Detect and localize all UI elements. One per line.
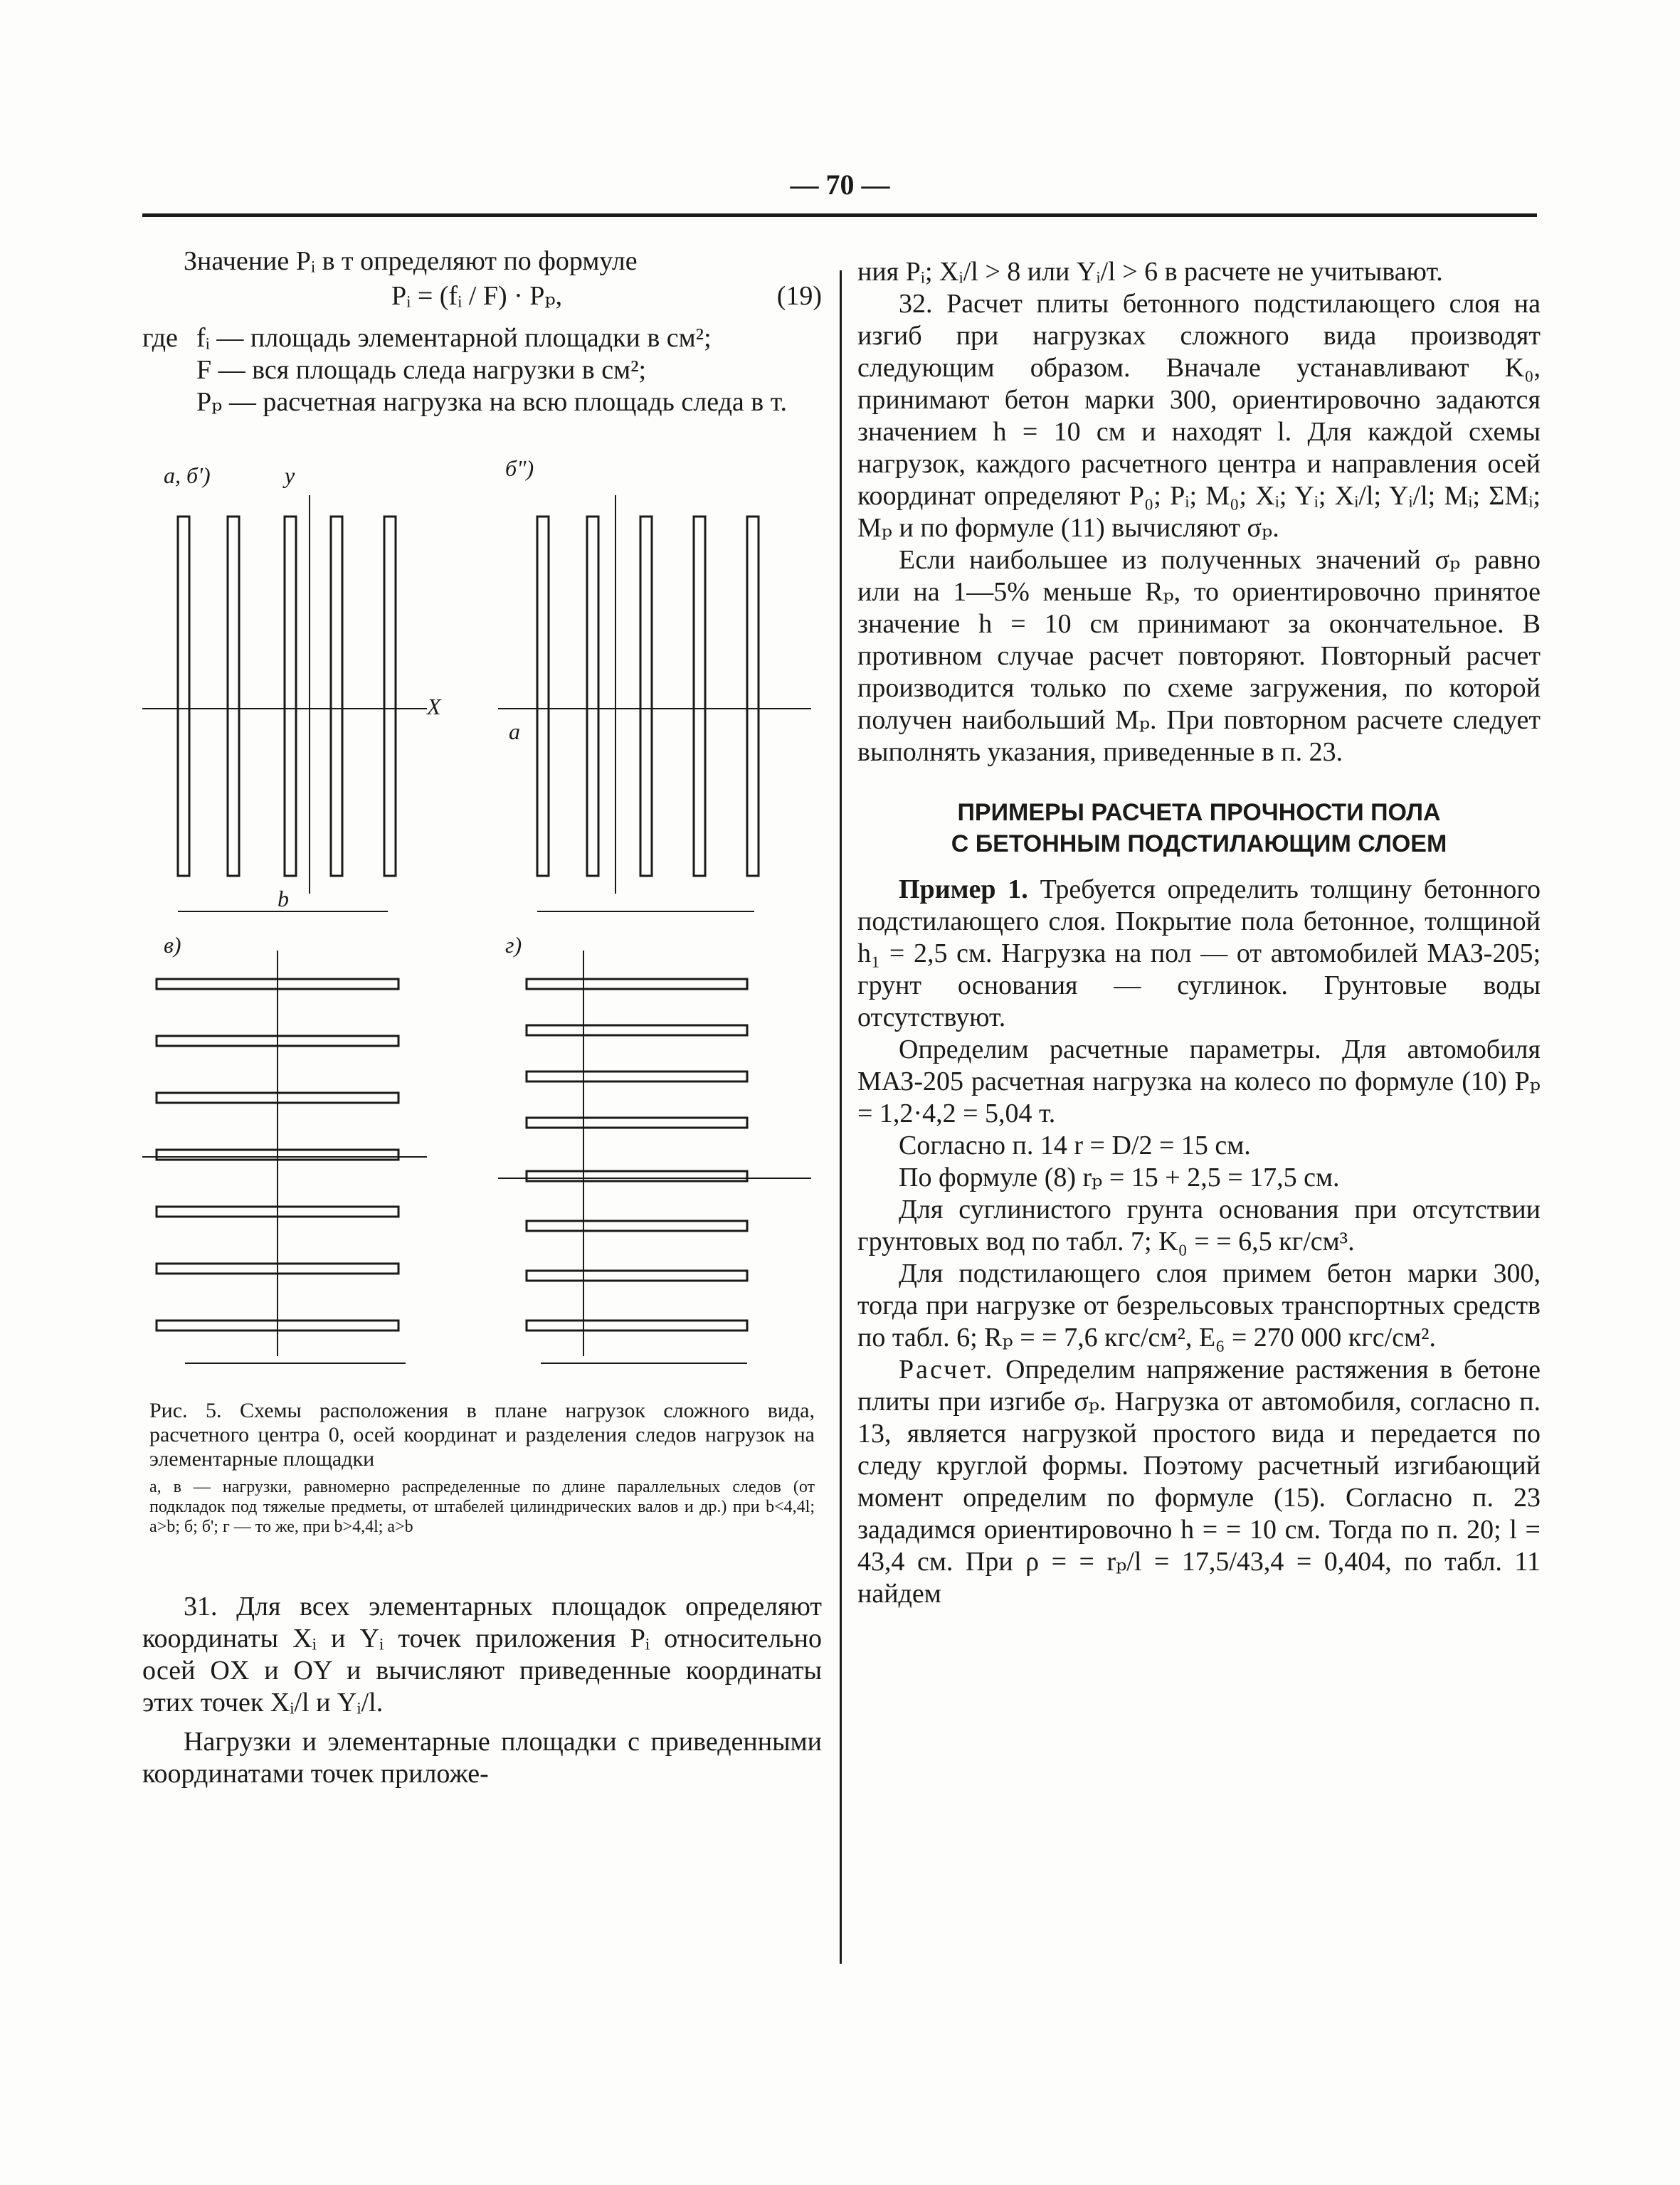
strip bbox=[747, 517, 759, 876]
figure-5 bbox=[142, 438, 822, 1591]
scheme-v-horizontal-strips bbox=[142, 951, 427, 1363]
paragraph-calc bbox=[857, 1354, 1541, 1610]
strip bbox=[527, 1321, 747, 1330]
strip bbox=[527, 1271, 747, 1281]
figure-label-g: г) bbox=[505, 932, 522, 958]
paragraph-31: 31. Для всех элементарных площадок определяют координаты Xᵢ и Yᵢ точек приложения Pᵢ относительно осей OX и OY и вычисляют приведенные координаты этих точек Xᵢ/l и Yᵢ/l. bbox=[142, 1592, 822, 1718]
intro-text: Значение Pᵢ в т определяют по формуле bbox=[184, 246, 638, 276]
calc-label: Расчет. bbox=[899, 1355, 995, 1385]
calc-text: Определим напряжение растяжения в бетоне плиты при изгибе σₚ. Нагрузка от автомобиля, согласно п. 13, является нагрузкой простого вида и передается по следу круглой формы. Поэтому расчетный изгибающий момент определим по формуле (15). Согласно п. 23 зададимся ориентировочно h = = 10 см. Тогда по п. 20; l = 43,4 см. При ρ = = rₚ/l = 17,5/43,4 = 0,404, по табл. 11 найдем bbox=[857, 1355, 1541, 1609]
right-column bbox=[857, 256, 1541, 1610]
definition-f: F — вся площадь следа нагрузки в см²; bbox=[196, 355, 647, 385]
strip bbox=[587, 517, 598, 876]
scheme-b-parallel-strips bbox=[498, 495, 811, 911]
strip bbox=[527, 1118, 747, 1128]
definition-p-p: Pₚ — расчетная нагрузка на всю площадь следа в т. bbox=[196, 387, 787, 417]
strip bbox=[527, 1025, 747, 1035]
strip bbox=[228, 517, 239, 876]
example-1 bbox=[857, 874, 1541, 1034]
strip bbox=[384, 517, 396, 876]
left-column bbox=[142, 245, 822, 1790]
formula-number: (19) bbox=[776, 281, 822, 311]
section-heading bbox=[857, 797, 1541, 859]
paragraph-concrete: Для подстилающего слоя примем бетон марки 300, тогда при нагрузке от безрельсовых транспортных средств по табл. 6; Rₚ = = 7,6 кгс/см², E₆ = 270 000 кгс/см². bbox=[857, 1259, 1541, 1353]
load-schemes-diagram bbox=[142, 438, 822, 1392]
paragraph-32: 32. Расчет плиты бетонного подстилающего слоя на изгиб при нагрузках сложного вида производят следующим образом. Вначале устанавливают K₀, принимают бетон марки 300, ориентировочно задаются значением h = 10 см и находят l. Для каждой схемы нагрузок, каждого расчетного центра и направления осей координат определяют P₀; Pᵢ; M₀; Xᵢ; Yᵢ; Xᵢ/l; Yᵢ/l; Mᵢ; ΣMᵢ; Mₚ и по формуле (11) вычисляют σₚ. bbox=[857, 289, 1541, 543]
paragraph-params: Определим расчетные параметры. Для автомобиля МАЗ-205 расчетная нагрузка на колесо по формуле (10) Pₚ = 1,2·4,2 = 5,04 т. bbox=[857, 1035, 1541, 1128]
continuation-text: ния Pᵢ; Xᵢ/l > 8 или Yᵢ/l > 6 в расчете не учитывают. bbox=[857, 257, 1443, 287]
formula-19 bbox=[142, 280, 822, 312]
scheme-a-parallel-strips bbox=[142, 495, 427, 911]
dimension-b-label: b bbox=[278, 886, 289, 911]
strip bbox=[527, 1171, 747, 1181]
example-text: Требуется определить толщину бетонного подстилающего слоя. Покрытие пола бетонное, толщиной h₁ = 2,5 см. Нагрузка на пол — от автомобилей МАЗ-205; грунт основания — суглинок. Грунтовые воды отсутствуют. bbox=[857, 874, 1541, 1032]
paragraph-soil: Для суглинистого грунта основания при отсутствии грунтовых вод по табл. 7; K₀ = = 6,5 кг/см³. bbox=[857, 1195, 1541, 1256]
definition-f-i: fᵢ — площадь элементарной площадки в см²; bbox=[196, 323, 712, 353]
figure-caption: Рис. 5. Схемы расположения в плане нагрузок сложного вида, расчетного центра 0, осей координат и разделения следов нагрузок на элементарные площадки bbox=[149, 1399, 815, 1471]
column-divider bbox=[840, 270, 842, 1964]
definitions-block bbox=[142, 322, 822, 418]
paragraph-rp: По формуле (8) rₚ = 15 + 2,5 = 17,5 см. bbox=[899, 1163, 1340, 1192]
figure-label-v: в) bbox=[164, 932, 181, 958]
strip bbox=[178, 517, 189, 876]
strip bbox=[537, 517, 549, 876]
axis-x-label: X bbox=[427, 694, 441, 719]
strip bbox=[285, 517, 296, 876]
scheme-g-horizontal-strips bbox=[498, 951, 811, 1363]
strip bbox=[527, 1072, 747, 1081]
strip bbox=[640, 517, 652, 876]
where-label: где bbox=[142, 323, 178, 353]
figure-label-b: б") bbox=[505, 455, 534, 481]
heading-line-1: ПРИМЕРЫ РАСЧЕТА ПРОЧНОСТИ ПОЛА bbox=[957, 799, 1441, 826]
page-number: — 70 — bbox=[790, 169, 890, 201]
figure-note: а, в — нагрузки, равномерно распределенные по длине параллельных следов (от подкладок под тяжелые предметы, от штабелей цилиндрических валов и др.) при b<4,4l; a>b; б; б'; г — то же, при b>4,4l; a>b bbox=[149, 1478, 815, 1536]
strip bbox=[527, 1221, 747, 1231]
paragraph-loads: Нагрузки и элементарные площадки с приведенными координатами точек приложе- bbox=[142, 1727, 822, 1789]
header-rule bbox=[142, 213, 1537, 217]
strip bbox=[527, 979, 747, 989]
strip bbox=[694, 517, 705, 876]
paragraph-if: Если наибольшее из полученных значений σₚ равно или на 1—5% меньше Rₚ, то ориентировочно принятое значение h = 10 см принимают за окончательное. В противном случае расчет повторяют. Повторный расчет производится только по схеме загружения, по которой получен наибольший Mₚ. При повторном расчете следует выполнять указания, приведенные в п. 23. bbox=[857, 545, 1541, 767]
axis-y-label: y bbox=[285, 462, 295, 488]
figure-label-a: а, б') bbox=[164, 462, 211, 488]
formula-expression: Pᵢ = (fᵢ / F) · Pₚ, bbox=[391, 281, 563, 311]
example-label: Пример 1. bbox=[899, 874, 1028, 904]
paragraph-r: Согласно п. 14 r = D/2 = 15 см. bbox=[899, 1131, 1251, 1160]
heading-line-2: С БЕТОННЫМ ПОДСТИЛАЮЩИМ СЛОЕМ bbox=[951, 830, 1447, 857]
dimension-a-label: a bbox=[509, 719, 520, 744]
strip bbox=[331, 517, 342, 876]
